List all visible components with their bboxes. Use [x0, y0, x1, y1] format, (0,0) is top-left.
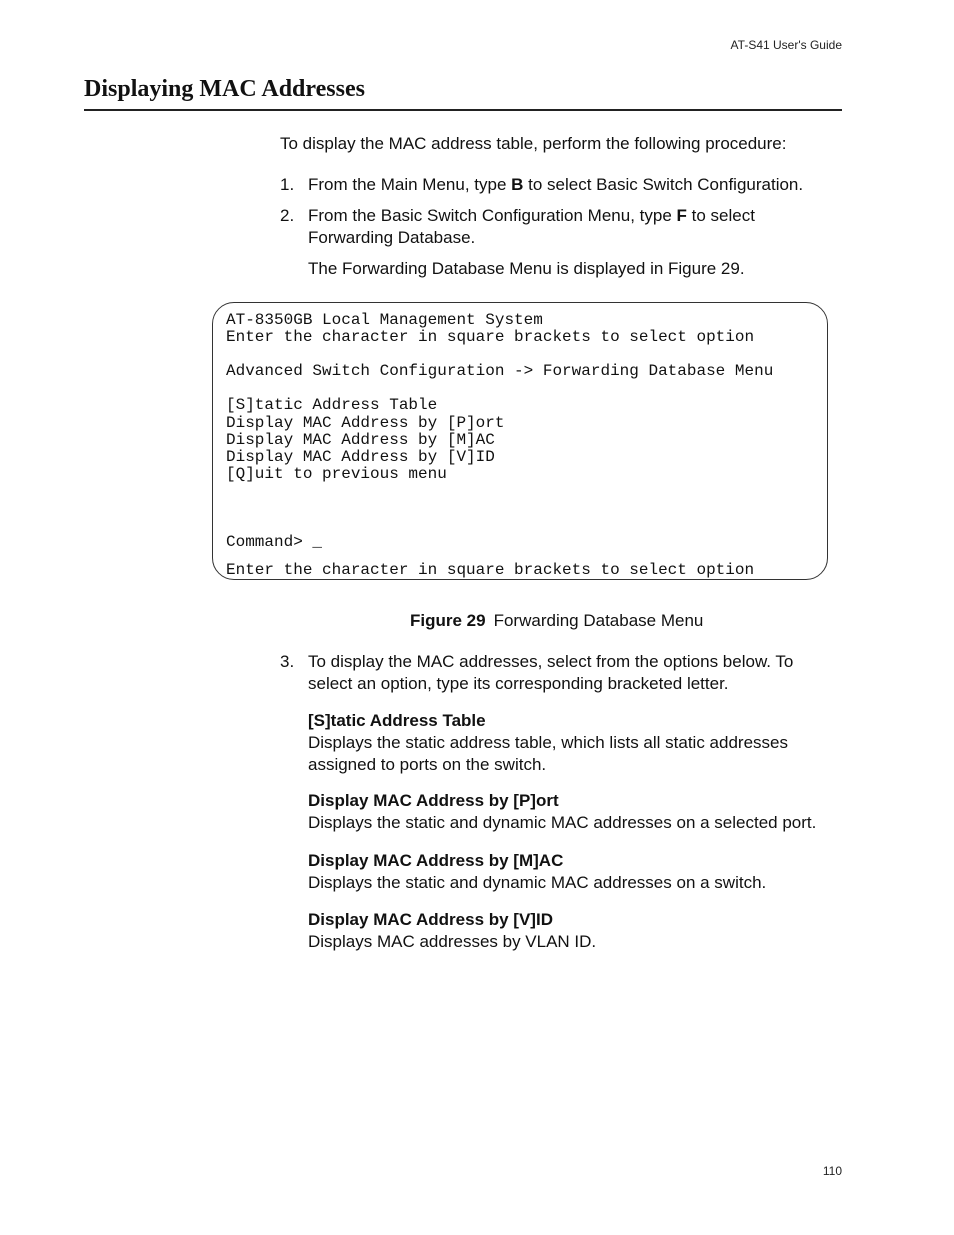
- section-title: Displaying MAC Addresses: [84, 76, 365, 102]
- option-title: Display MAC Address by [M]AC: [308, 851, 564, 870]
- title-rule: [84, 109, 842, 111]
- running-header: AT-S41 User's Guide: [730, 38, 842, 52]
- option-description: Displays the static and dynamic MAC addresses on a selected port.: [308, 813, 817, 832]
- terminal-line: Display MAC Address by [V]ID: [226, 447, 495, 466]
- terminal-menu-text: [226, 312, 773, 551]
- terminal-status-line: Enter the character in square brackets to select option: [226, 561, 755, 579]
- option-display-by-mac: [308, 850, 838, 894]
- option-title: Display MAC Address by [V]ID: [308, 910, 553, 929]
- step-text: From the Main Menu, type B to select Basic Switch Configuration.: [308, 175, 804, 194]
- option-display-by-port: [308, 790, 838, 834]
- step-2: [280, 205, 840, 249]
- option-description: Displays the static address table, which lists all static addresses assigned to ports on the switch.: [308, 733, 788, 774]
- terminal-line: [S]tatic Address Table: [226, 396, 438, 415]
- figure-label: Figure 29: [410, 611, 486, 630]
- terminal-line: Command> _: [226, 533, 323, 552]
- figure-caption: [410, 611, 703, 631]
- option-display-by-vid: [308, 909, 838, 953]
- option-title: [S]tatic Address Table: [308, 711, 486, 730]
- option-title: Display MAC Address by [P]ort: [308, 791, 559, 810]
- key-letter: F: [676, 206, 687, 225]
- step-text: From the Basic Switch Configuration Menu, type F to select Forwarding Database.: [308, 206, 755, 247]
- step-number: 2.: [280, 206, 295, 225]
- option-static-address-table: [308, 710, 838, 776]
- page-number: 110: [822, 1164, 842, 1178]
- terminal-line: AT-8350GB Local Management System: [226, 311, 543, 329]
- step-1: [280, 174, 840, 196]
- option-description: Displays the static and dynamic MAC addresses on a switch.: [308, 873, 767, 892]
- terminal-line: Display MAC Address by [P]ort: [226, 413, 505, 432]
- step-number: 1.: [280, 175, 295, 194]
- step-3: [280, 651, 840, 695]
- terminal-line: Display MAC Address by [M]AC: [226, 430, 495, 449]
- option-description: Displays MAC addresses by VLAN ID.: [308, 932, 597, 951]
- key-letter: B: [511, 175, 524, 194]
- step-text: To display the MAC addresses, select from the options below. To select an option, type its corresponding bracketed letter.: [308, 652, 794, 693]
- terminal-line: Advanced Switch Configuration -> Forwarding Database Menu: [226, 362, 774, 381]
- intro-paragraph: To display the MAC address table, perform the following procedure:: [280, 134, 787, 153]
- terminal-line: Enter the character in square brackets to select option: [226, 328, 755, 347]
- terminal-line: [Q]uit to previous menu: [226, 464, 447, 483]
- step-2-note: The Forwarding Database Menu is displayed in Figure 29.: [308, 259, 745, 278]
- figure-caption-text: Forwarding Database Menu: [493, 611, 704, 630]
- step-number: 3.: [280, 652, 295, 671]
